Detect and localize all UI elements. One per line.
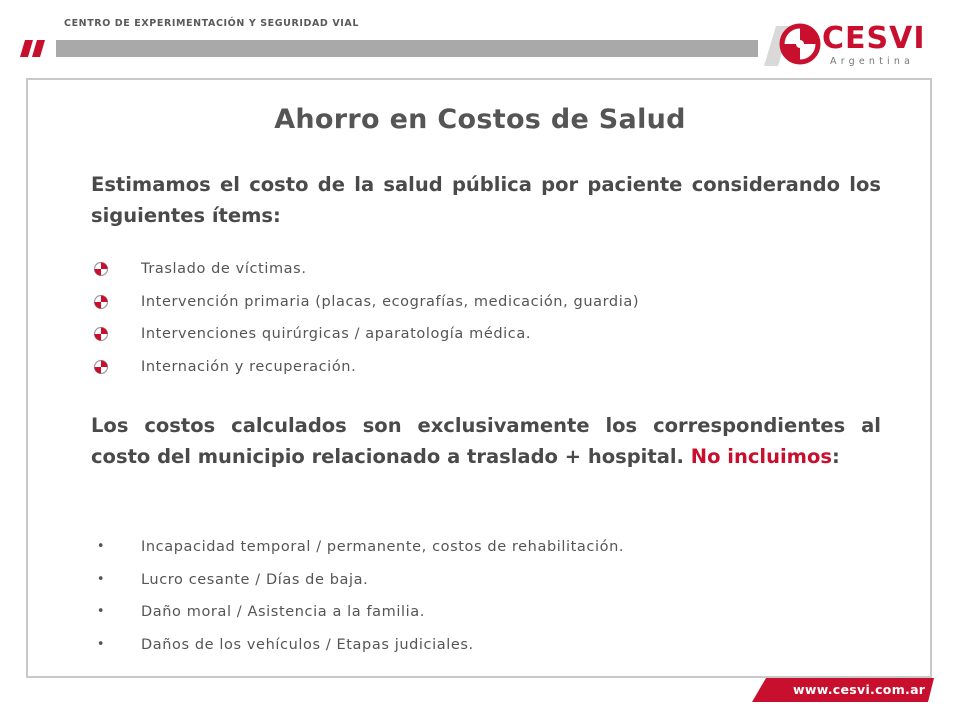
included-items-list [91,253,639,383]
list-item [91,596,624,629]
list-item-text: Intervenciones quirúrgicas / aparatología médica. [141,326,532,342]
bullet-dot-icon: • [96,539,106,554]
list-item-text: Traslado de víctimas. [141,261,307,277]
list-item [91,253,639,286]
slide-title: Ahorro en Costos de Salud [274,104,686,135]
disc-bullet-icon [93,359,109,375]
header-bar [56,40,758,57]
costs-text: Los costos calculados son exclusivamente los correspondientes al costo del municipio relacionado a traslado + hospital. [91,414,881,468]
bullet-dot-icon: • [96,636,106,652]
list-item-text: Lucro cesante / Días de baja. [141,571,369,588]
list-item [91,629,624,662]
footer-website-link[interactable]: www.cesvi.com.ar [793,682,926,697]
disc-bullet-icon [93,261,109,277]
org-name: CENTRO DE EXPERIMENTACIÓN Y SEGURIDAD VIAL [64,18,360,29]
costs-highlight: No incluimos [690,445,832,468]
disc-bullet-icon [93,326,109,342]
logo-subtitle: Argentina [830,56,915,67]
logo-wordmark: CESVI [822,21,926,56]
list-item [91,318,639,351]
list-item-text: Daños de los vehículos / Etapas judiciales. [141,636,474,653]
costs-paragraph [91,410,881,472]
list-item [91,351,639,384]
list-item [91,531,624,564]
list-item-text: Internación y recuperación. [141,358,357,375]
excluded-items-list [91,531,624,661]
bullet-dot-icon: • [96,604,106,619]
intro-paragraph: Estimamos el costo de la salud pública por paciente considerando los siguientes ítems: [91,173,881,227]
header-slashes-decoration [20,40,52,57]
list-item [91,564,624,597]
disc-bullet-icon [93,294,109,310]
cesvi-logo-icon [764,22,822,66]
list-item-text: Incapacidad temporal / permanente, costos de rehabilitación. [141,539,625,555]
list-item-text: Intervención primaria (placas, ecografías, medicación, guardia) [141,293,640,310]
list-item [91,286,639,319]
list-item-text: Daño moral / Asistencia a la familia. [141,604,425,620]
bullet-dot-icon: • [96,571,106,587]
costs-colon: : [831,445,840,468]
